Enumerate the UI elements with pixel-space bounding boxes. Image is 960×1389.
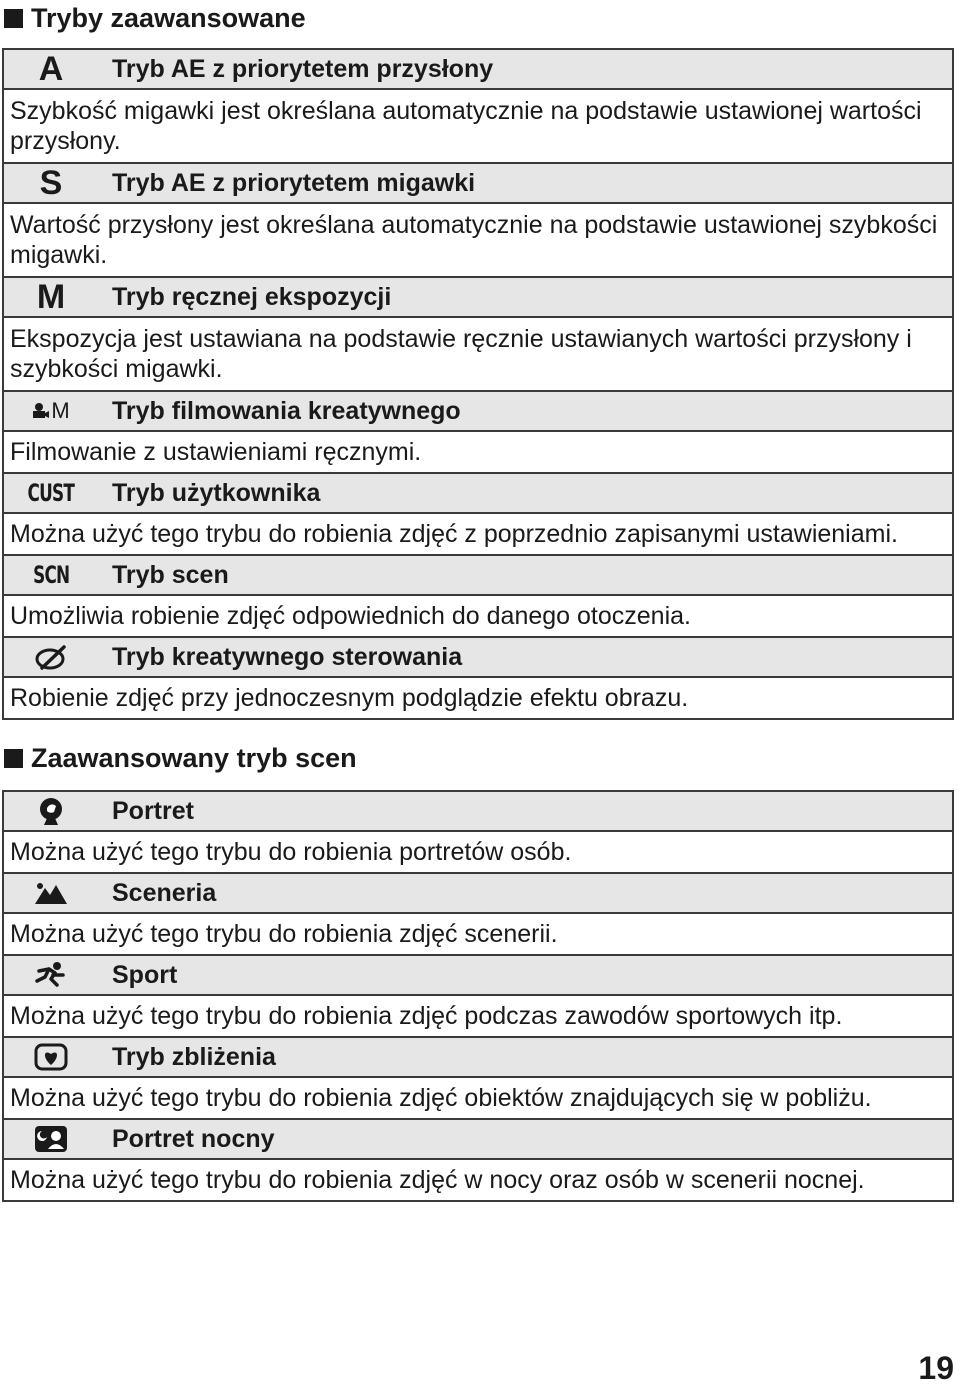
mode-description: Filmowanie z ustawieniami ręcznymi. [3, 431, 953, 473]
mode-description-row [3, 995, 953, 1037]
mode-description: Robienie zdjęć przy jednoczesnym podglądzie efektu obrazu. [3, 677, 953, 719]
night-portrait-icon [4, 1120, 104, 1158]
mode-description-row [3, 831, 953, 873]
mode-header-row [3, 873, 953, 913]
mode-header-row [3, 791, 953, 831]
close-up-icon [4, 1038, 104, 1076]
mode-description: Można użyć tego trybu do robienia zdjęć podczas zawodów sportowych itp. [3, 995, 953, 1037]
mode-description-row [3, 677, 953, 719]
mode-name: Tryb AE z priorytetem przysłony [112, 54, 494, 83]
scene-modes-table [2, 790, 954, 1202]
mode-name: Tryb AE z priorytetem migawki [112, 168, 476, 197]
sports-icon [4, 956, 104, 994]
mode-header-row [3, 49, 953, 89]
square-bullet-icon [4, 749, 23, 768]
mode-description: Można użyć tego trybu do robienia zdjęć obiektów znajdujących się w pobliżu. [3, 1077, 953, 1119]
page-number: 19 [918, 1350, 954, 1386]
mode-description-row [3, 89, 953, 163]
manual-exposure-icon: M [36, 278, 66, 316]
mode-description-row [3, 317, 953, 391]
mode-description-row [3, 431, 953, 473]
mode-header-row [3, 391, 953, 431]
mode-description: Można użyć tego trybu do robienia zdjęć w nocy oraz osób w scenerii nocnej. [3, 1159, 953, 1201]
mode-header-row [3, 555, 953, 595]
aperture-priority-icon: A [38, 50, 64, 88]
mode-name: Portret [112, 796, 194, 825]
portrait-icon [4, 792, 104, 830]
mode-name: Tryb ręcznej ekspozycji [112, 282, 392, 311]
mode-name: Tryb kreatywnego sterowania [112, 642, 463, 671]
mode-header-row [3, 1037, 953, 1077]
mode-name: Tryb filmowania kreatywnego [112, 396, 461, 425]
mode-name: Sport [112, 960, 178, 989]
mode-description: Ekspozycja jest ustawiana na podstawie ręcznie ustawianych wartości przysłony i szybkości migawki. [3, 317, 953, 391]
custom-mode-icon: CUST [27, 479, 75, 507]
mode-description-row [3, 595, 953, 637]
section-title: Zaawansowany tryb scen [31, 743, 357, 773]
mode-description-row [3, 513, 953, 555]
square-bullet-icon [4, 9, 23, 28]
mode-description: Umożliwia robienie zdjęć odpowiednich do danego otoczenia. [3, 595, 953, 637]
shutter-priority-icon: S [39, 164, 63, 202]
mode-header-row [3, 955, 953, 995]
mode-name: Sceneria [112, 878, 217, 907]
creative-control-icon [4, 638, 104, 676]
mode-header-row [3, 1119, 953, 1159]
scenery-icon [4, 874, 104, 912]
advanced-modes-table [2, 48, 954, 720]
section-heading-advanced-modes [4, 2, 306, 34]
mode-name: Tryb użytkownika [112, 478, 321, 507]
section-heading-scene-modes [4, 742, 357, 774]
mode-description-row [3, 1077, 953, 1119]
mode-header-row [3, 163, 953, 203]
mode-description: Można użyć tego trybu do robienia zdjęć z poprzednio zapisanymi ustawieniami. [3, 513, 953, 555]
mode-description: Szybkość migawki jest określana automatycznie na podstawie ustawionej wartości przysłony. [3, 89, 953, 163]
mode-description-row [3, 913, 953, 955]
mode-name: Tryb zbliżenia [112, 1042, 276, 1071]
mode-name: Tryb scen [112, 560, 229, 589]
mode-header-row [3, 637, 953, 677]
mode-description: Wartość przysłony jest określana automatycznie na podstawie ustawionej szybkości migawki. [3, 203, 953, 277]
mode-header-row [3, 277, 953, 317]
scene-mode-icon: SCN [32, 561, 70, 589]
movie-manual-icon: M [4, 392, 104, 430]
mode-description-row [3, 203, 953, 277]
mode-name: Portret nocny [112, 1124, 275, 1153]
mode-description: Można użyć tego trybu do robienia portretów osób. [3, 831, 953, 873]
mode-header-row [3, 473, 953, 513]
mode-description: Można użyć tego trybu do robienia zdjęć scenerii. [3, 913, 953, 955]
mode-description-row [3, 1159, 953, 1201]
section-title: Tryby zaawansowane [31, 3, 306, 33]
